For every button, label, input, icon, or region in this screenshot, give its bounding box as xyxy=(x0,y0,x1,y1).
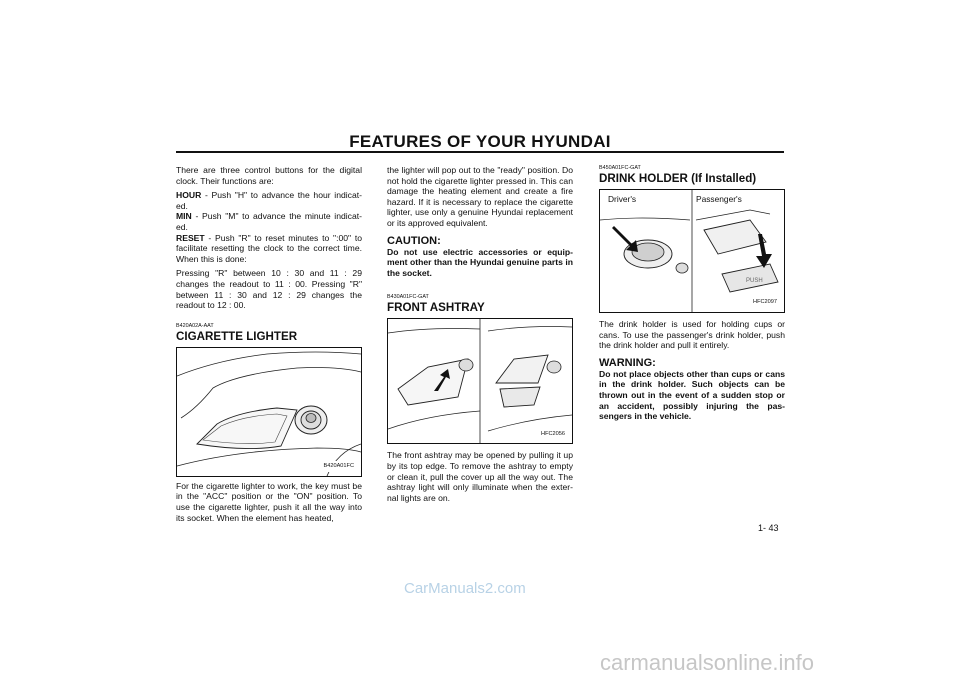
page-header-title: FEATURES OF YOUR HYUNDAI xyxy=(349,132,611,151)
hour-label: HOUR xyxy=(176,190,202,201)
lighter-text: For the cigarette lighter to work, the key must be in the "ACC" position or the "ON" position. To use the cigarette lighter, push it all the way into its socket. When the element has heated, xyxy=(176,480,362,523)
push-label: PUSH xyxy=(746,278,763,284)
header-rule xyxy=(176,151,784,153)
ashtray-figure xyxy=(387,318,573,444)
ashtray-code: B430A01FC-GAT xyxy=(387,294,429,301)
reset-text: - Push "R" to reset minutes to ":00" to facilitate resetting the clock to the correct time. When this is done: xyxy=(176,232,362,264)
label-driver: Driver's xyxy=(608,194,637,204)
reset-instruction xyxy=(176,233,362,265)
caution-text: Do not use electric accessories or equip- ment other than the Hyundai genuine parts in the socket. xyxy=(387,246,573,278)
ashtray-figure-code: HFC2056 xyxy=(540,429,566,440)
min-instruction xyxy=(176,211,362,232)
min-label: MIN xyxy=(176,211,192,222)
drink-text: The drink holder is used for holding cups or cans. To use the passenger's drink holder, push the drink holder and pull it entirely. xyxy=(599,319,785,351)
ashtray-illustration xyxy=(388,319,572,443)
ashtray-heading: FRONT ASHTRAY xyxy=(387,301,485,315)
lighter-illustration xyxy=(177,348,361,476)
page-number: 1- 43 xyxy=(758,523,779,533)
column-middle xyxy=(387,165,573,507)
watermark-carmanuals2[interactable]: CarManuals2.com xyxy=(404,580,526,597)
label-passenger: Passenger's xyxy=(696,194,742,204)
lighter-figure-code: B420A01FC xyxy=(323,461,355,472)
hour-text: - Push "H" to advance the hour indicat- ed. xyxy=(176,190,362,211)
lighter-heading: CIGARETTE LIGHTER xyxy=(176,329,298,343)
lighter-code: B420A02A-AAT xyxy=(176,322,214,329)
min-text: - Push "M" to advance the minute indicat- ed. xyxy=(176,211,362,232)
warning-text: Do not place objects other than cups or cans in the drink holder. Such objects can be thrown out in the event of a sudden stop or an accident, possibly injuring the pas- sengers in the vehicle. xyxy=(599,368,785,422)
lighter-continued: the lighter will pop out to the "ready" position. Do not hold the cigarette lighter pressed in. This can damage the heating element and create a fire hazard. If it is necessary to replace the cigarette lighter, use only a genuine Hyundai replacement or its approved equivalent. xyxy=(387,165,573,228)
ashtray-text: The front ashtray may be opened by pulling it up by its top edge. To remove the ashtray to empty or clean it, pull the cover up all the way out. The ashtray light will only illuminate when the exter- nal lights are on. xyxy=(387,450,573,503)
drink-heading: DRINK HOLDER (If Installed) xyxy=(599,172,757,185)
warning-title: WARNING: xyxy=(599,356,656,369)
drink-code: B450A01FC-GAT xyxy=(599,165,641,171)
column-right xyxy=(599,165,785,426)
drink-illustration xyxy=(600,190,784,312)
reset-label: RESET xyxy=(176,232,205,243)
clock-intro: There are three control buttons for the digital clock. Their functions are: xyxy=(176,165,362,186)
lighter-figure xyxy=(176,347,362,477)
hour-instruction xyxy=(176,190,362,211)
drink-figure-code: HFC2097 xyxy=(752,297,778,308)
drink-figure xyxy=(599,189,785,313)
pressing-text: Pressing "R" between 10 : 30 and 11 : 29 changes the readout to 11 : 00. Pressing "R" between 11 : 30 and 12 : 29 changes the readout to 12 : 00. xyxy=(176,268,362,311)
caution-title: CAUTION: xyxy=(387,234,441,247)
column-left xyxy=(176,165,362,527)
watermark-carmanualsonline[interactable]: carmanualsonline.info xyxy=(600,650,815,675)
